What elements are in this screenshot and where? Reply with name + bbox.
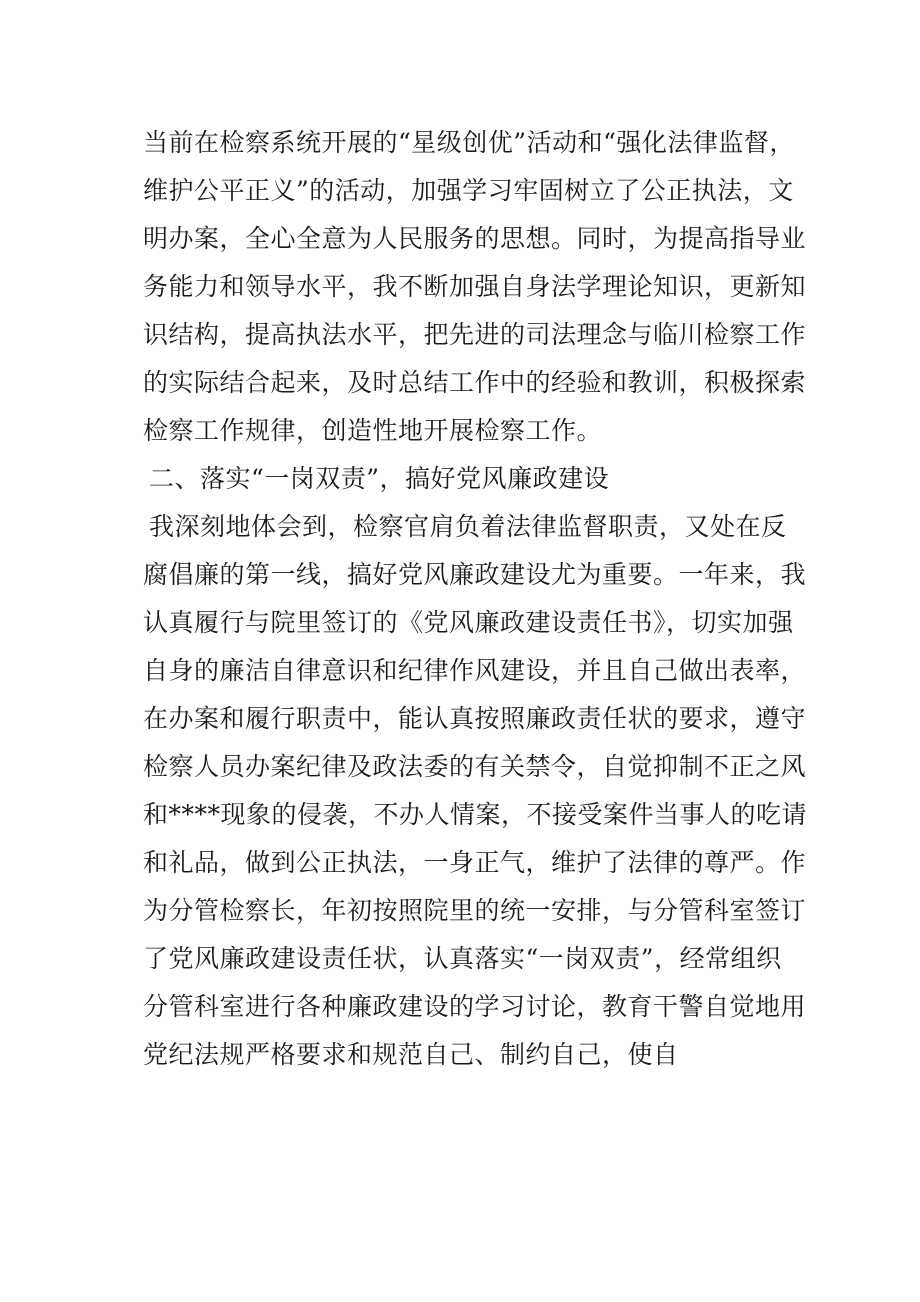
- text-line: 认真履行与院里签订的《党风廉政建设责任书》，切实加强: [143, 608, 794, 637]
- text-line: 了党风廉政建设责任状，认真落实“一岗双责”，经常组织: [143, 944, 782, 973]
- document-body: [143, 119, 808, 1079]
- text-line: 维护公平正义”的活动，加强学习牢固树立了公正执法，文: [143, 176, 794, 205]
- text-line: 为分管检察长，年初按照院里的统一安排，与分管科室签订: [143, 896, 807, 925]
- text-line: 识结构，提高执法水平，把先进的司法理念与临川检察工作: [143, 320, 807, 349]
- paragraph-1: [143, 119, 807, 455]
- text-line: 务能力和领导水平，我不断加强自身法学理论知识，更新知: [143, 272, 807, 301]
- text-line: 检察工作规律，创造性地开展检察工作。: [143, 416, 603, 445]
- text-line: 检察人员办案纪律及政法委的有关禁令，自觉抑制不正之风: [143, 752, 807, 781]
- text-line: 党纪法规严格要求和规范自己、制约自己，使自: [143, 1040, 679, 1069]
- paragraph-2: [143, 503, 808, 1079]
- text-line: 自身的廉洁自律意识和纪律作风建设，并且自己做出表率，: [143, 656, 807, 685]
- section-heading: 二、落实“一岗双责”，搞好党风廉政建设: [149, 464, 610, 493]
- text-line: 分管科室进行各种廉政建设的学习讨论，教育干警自觉地用: [143, 992, 807, 1021]
- text-line: 我深刻地体会到，检察官肩负着法律监督职责，又处在反: [149, 512, 787, 541]
- text-line: 和礼品，做到公正执法，一身正气，维护了法律的尊严。作: [143, 848, 807, 877]
- text-line: 腐倡廉的第一线，搞好党风廉政建设尤为重要。一年来，我: [143, 560, 807, 589]
- text-line: 当前在检察系统开展的“星级创优”活动和“强化法律监督，: [143, 128, 795, 157]
- text-line: 的实际结合起来，及时总结工作中的经验和教训，积极探索: [143, 368, 807, 397]
- text-line: 明办案，全心全意为人民服务的思想。同时，为提高指导业: [143, 224, 807, 253]
- text-line: 在办案和履行职责中，能认真按照廉政责任状的要求，遵守: [143, 704, 807, 733]
- text-line: 和****现象的侵袭，不办人情案，不接受案件当事人的吃请: [143, 800, 808, 829]
